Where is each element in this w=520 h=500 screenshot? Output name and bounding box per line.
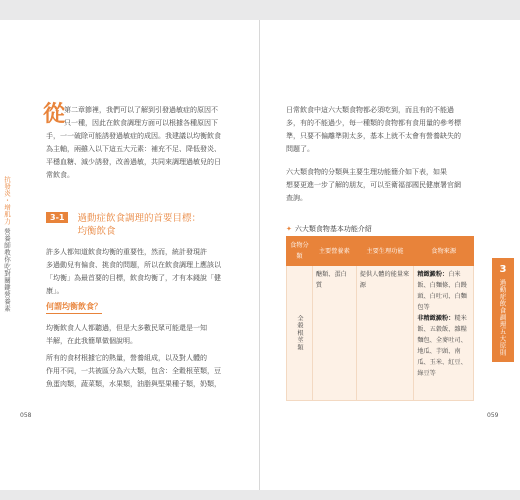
table-header: 主要營養素	[312, 237, 356, 266]
text-line: 魚蛋肉類，蔬菜類，水果類，油脂與堅果種子類，奶類，	[46, 380, 221, 388]
intro-line: 平穩血糖、減少誘發，改善過敏，共同來調理過敏兒的日	[46, 158, 221, 166]
table-cell	[414, 266, 474, 401]
text-line: 六大類食物的分類與主要生理功能簡介如下表，如果	[286, 168, 447, 176]
table-header: 食物分類	[287, 237, 313, 266]
text-line: 「均衡」為最首要的目標，飲食均衡了，才有本錢說「健	[46, 274, 221, 282]
intro-line: 常飲食。	[46, 171, 74, 179]
section-heading	[46, 212, 236, 238]
intro-line: 第二章節裡，我們可以了解到引發過敏症的原因不	[64, 106, 218, 114]
text-line: 所有的食材根據它的熱量，營養組成，以及對人體的	[46, 354, 207, 362]
left-page-number: 058	[20, 412, 32, 419]
leaf-icon: ✦	[286, 225, 292, 233]
table-header: 食物來源	[414, 237, 474, 266]
left-side-tab	[3, 176, 17, 312]
source-text: 白米飯、白麵條、白饅頭、白吐司、白麵包等	[417, 271, 467, 311]
section-title	[78, 212, 202, 238]
text-line: 問題了。	[286, 145, 314, 153]
text-line: 日常飲食中這六大類食物都必須吃到，而且有的不能過	[286, 106, 454, 114]
food-groups-table	[286, 236, 474, 401]
text-line: 查詢。	[286, 194, 307, 202]
table-caption-text: 六大類食物基本功能介紹	[294, 225, 372, 233]
intro-line: 只一種，因此在飲食調理方面可以根據各種原因下	[64, 119, 218, 127]
paragraph-4	[46, 352, 226, 391]
text-line: 許多人都知道飲食均衡的重要性，然而，統計發現許	[46, 248, 207, 256]
table-caption	[286, 224, 372, 234]
drop-cap: 從	[43, 102, 66, 127]
text-line: 康」。	[46, 287, 64, 295]
text-line: 半解，在此我簡單做個說明。	[46, 337, 137, 345]
table-cell: 提供人體的能量來源	[356, 266, 414, 401]
subheading: 何謂均衡飲食？	[46, 301, 102, 314]
text-line: 想要更進一步了解的朋友，可以至衛福部國民健康署官網	[286, 181, 461, 189]
text-line: 多過動兒有偏食、挑食的問題，所以在飲食調理上應該以	[46, 261, 221, 269]
right-paragraph-1	[286, 104, 476, 156]
page-gutter	[259, 20, 260, 490]
section-number: 3-1	[46, 212, 68, 223]
table-header: 主要生理功能	[356, 237, 414, 266]
intro-paragraph	[64, 104, 228, 130]
table-cell: 醣類、蛋白質	[312, 266, 356, 401]
table-header-row	[287, 237, 474, 266]
intro-line: 手，一一破除可能誘發過敏症的成因。我建議以均衡飲食	[46, 132, 221, 140]
chapter-title: 過動症飲食調理五大原則	[498, 279, 507, 356]
source-label: 精緻澱粉：	[417, 271, 449, 278]
chapter-number: 3	[499, 264, 507, 275]
right-page-number: 059	[487, 412, 499, 419]
intro-paragraph-cont	[46, 130, 226, 182]
source-label: 非精緻澱粉：	[417, 315, 455, 322]
right-paragraph-2	[286, 166, 476, 205]
section-title-line: 過動症飲食調理的首要目標：	[77, 213, 202, 224]
text-line: 多，有的不能過少，每一種類的食物都有食用量的參考標	[286, 119, 461, 127]
source-text: 糙米飯、五穀飯、雜糧麵包、全麥吐司、地瓜、芋頭、南瓜、玉米、紅豆、綠豆等	[417, 315, 467, 377]
text-line: 準，只要不偏離準則太多，基本上就不太會有營養缺失的	[286, 132, 461, 140]
left-tab-subtitle: 營養師教你吃對關鍵營養素	[3, 228, 11, 312]
table-row	[287, 266, 474, 401]
left-tab-title: 抗發炎・增肌力	[3, 176, 11, 225]
intro-line: 為主軸，兩雖入以下這五大元素：補充不足、降低發炎、	[46, 145, 221, 153]
paragraph-3	[46, 322, 226, 348]
text-line: 均衡飲食人人都聽過，但是大多數民眾可能還是一知	[46, 324, 207, 332]
right-side-tab	[492, 258, 514, 362]
text-line: 作用不同，一共被區分為六大類，包含：全穀根莖類，豆	[46, 367, 221, 375]
table-cell	[287, 266, 313, 401]
section-title-line: 均衡飲食	[77, 226, 116, 237]
category-label: 全穀根莖類	[295, 315, 303, 351]
paragraph-2	[46, 246, 226, 298]
